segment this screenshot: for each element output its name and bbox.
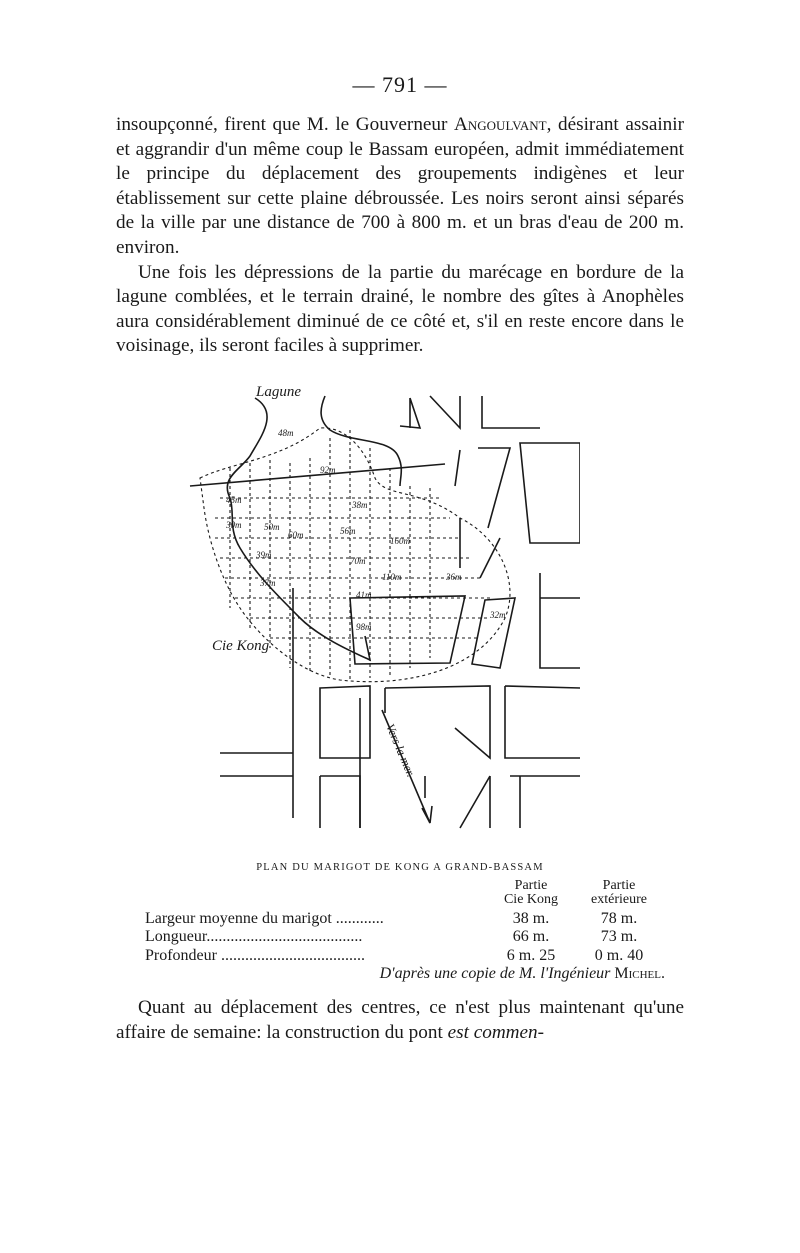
paragraph-3-start: Quant au déplacement des centres, ce n'est plus maintenant qu'une affaire de semaine: la construction du pont (116, 997, 684, 1043)
table-source (145, 965, 665, 983)
row-label: Longueur....................................... (145, 928, 363, 946)
depth-label: 56m (340, 526, 356, 536)
depth-label: 110m (382, 572, 402, 582)
row-value-kong: 6 m. 25 (506, 946, 556, 964)
depth-label: 37m (260, 578, 276, 588)
depth-label: 30m (226, 520, 242, 530)
label-lagune: Lagune (256, 384, 301, 400)
paragraph-2: Une fois les dépressions de la partie du marécage en bordure de la lagune comblées, et le terrain drainé, le nombre des gîtes à Anophèles aura considérablement diminué de ce côté et, s'il en reste encore dans le voisinage, ils seront faciles à supprimer. (116, 261, 684, 357)
paragraph-1-end: , désirant assainir et aggrandir d'un même coup le Bassam européen, admit immédiatement le principe du déplacement des groupements indigènes et leur établissement sur cette plaine débroussée. Les noirs seront ainsi séparés de la ville par une distance de 700 à 800 m. et un bras d'eau de 200 m. environ. (116, 114, 684, 258)
row-value-exterieure: 0 m. 40 (594, 946, 644, 964)
depth-label: 38m (352, 500, 368, 510)
depth-label: 39m (256, 550, 272, 560)
bottom-text-block (116, 996, 684, 1045)
depth-label: 70m (350, 556, 366, 566)
depth-label: 98m (356, 622, 372, 632)
table-row (145, 928, 665, 946)
source-text: D'après une copie de M. l'Ingénieur (379, 965, 615, 983)
row-label: Profondeur .................................... (145, 946, 365, 964)
marigot-dimensions-table (145, 879, 665, 984)
map-drawing (160, 368, 580, 858)
page-number: — 791 — (352, 72, 448, 97)
depth-label: 50m (264, 522, 280, 532)
label-vers-la-mer: Vers la mer. (383, 721, 419, 780)
header-b-line2: extérieure (591, 892, 647, 907)
paragraph-3-italic: est commen- (447, 1021, 545, 1043)
header-b-line1: Partie (602, 878, 636, 893)
depth-label: 36m (446, 572, 462, 582)
row-value-kong: 38 m. (512, 910, 550, 927)
row-value-kong: 66 m. (512, 928, 550, 946)
depth-label: 41m (356, 590, 372, 600)
governor-name: Angoulvant (454, 114, 547, 135)
paragraph-3 (116, 996, 684, 1045)
engineer-name: Michel. (614, 965, 665, 983)
depth-label: 48m (278, 428, 294, 438)
header-a-line1: Partie (514, 878, 548, 893)
row-value-exterieure: 78 m. (600, 910, 638, 927)
marigot-map (160, 368, 580, 858)
paragraph-1-start: insoupçonné, firent que M. le Gouverneur (116, 114, 455, 135)
header-a-line2: Cie Kong (503, 892, 559, 907)
table-row (145, 947, 665, 965)
label-kong: Cie Kong (212, 638, 270, 654)
depth-label: 45m (226, 495, 242, 505)
depth-label: 60m (288, 530, 304, 540)
row-value-exterieure: 73 m. (600, 928, 638, 946)
depth-label: 32m (490, 610, 506, 620)
paragraph-1 (116, 113, 684, 261)
depth-label: 160m (390, 536, 410, 546)
table-row (145, 910, 665, 928)
row-label: Largeur moyenne du marigot ............ (145, 910, 384, 927)
top-text-block (116, 113, 684, 359)
table-header-row-1 (145, 879, 665, 893)
table-header-row-2 (145, 893, 665, 907)
depth-label: 92m (320, 465, 336, 475)
map-caption: PLAN DU MARIGOT DE KONG A GRAND-BASSAM (256, 862, 544, 873)
